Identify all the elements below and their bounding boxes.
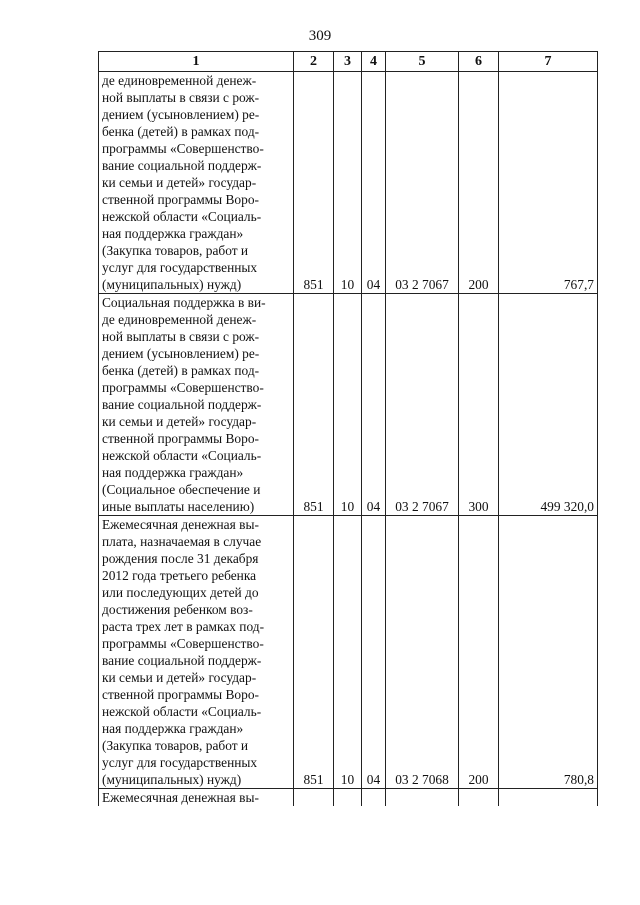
description-line: де единовременной денеж- — [102, 73, 257, 88]
target-article-code: 03 2 7067 — [386, 294, 459, 516]
column-header-2: 2 — [294, 52, 334, 72]
column-header-1: 1 — [99, 52, 294, 72]
description-line: ная поддержка граждан» — [102, 465, 244, 480]
description-line: ки семьи и детей» государ- — [102, 175, 257, 190]
description-line: ная поддержка граждан» — [102, 226, 244, 241]
subsection-code: 04 — [362, 516, 386, 789]
description-line: дением (усыновлением) ре- — [102, 346, 260, 361]
expense-type-code: 200 — [459, 516, 499, 789]
description-line: раста трех лет в рамках под- — [102, 619, 265, 634]
description-line: ственной программы Воро- — [102, 192, 259, 207]
description-line: (Закупка товаров, работ и — [102, 738, 249, 753]
description-line: нежской области «Социаль- — [102, 448, 262, 463]
description-line: вание социальной поддерж- — [102, 158, 262, 173]
description-line: дением (усыновлением) ре- — [102, 107, 260, 122]
column-header-3: 3 — [334, 52, 362, 72]
empty-cell — [362, 789, 386, 807]
amount-value: 767,7 — [499, 72, 598, 294]
section-code: 10 — [334, 72, 362, 294]
section-code: 10 — [334, 516, 362, 789]
description-line: нежской области «Социаль- — [102, 209, 262, 224]
description-line: бенка (детей) в рамках под- — [102, 363, 260, 378]
table-row-continued — [99, 789, 598, 807]
description-line: Ежемесячная денежная вы- — [102, 790, 259, 805]
empty-cell — [499, 789, 598, 807]
description-line: ной выплаты в связи с рож- — [102, 329, 260, 344]
description-line: 2012 года третьего ребенка — [102, 568, 257, 583]
target-article-code: 03 2 7067 — [386, 72, 459, 294]
subsection-code: 04 — [362, 72, 386, 294]
description-line: достижения ребенком воз- — [102, 602, 253, 617]
ministry-code: 851 — [294, 516, 334, 789]
description-line: вание социальной поддерж- — [102, 397, 262, 412]
column-header-4: 4 — [362, 52, 386, 72]
column-header-7: 7 — [499, 52, 598, 72]
description-line: ной выплаты в связи с рож- — [102, 90, 260, 105]
empty-cell — [294, 789, 334, 807]
description-line: ная поддержка граждан» — [102, 721, 244, 736]
target-article-code: 03 2 7068 — [386, 516, 459, 789]
table-row — [99, 294, 598, 516]
ministry-code: 851 — [294, 294, 334, 516]
row-description — [99, 516, 294, 789]
budget-table — [98, 51, 598, 806]
page-number: 309 — [308, 28, 332, 44]
description-line: Социальная поддержка в ви- — [102, 295, 266, 310]
description-line: иные выплаты населению) — [102, 499, 255, 514]
subsection-code: 04 — [362, 294, 386, 516]
description-line: рождения после 31 декабря — [102, 551, 259, 566]
description-line: услуг для государственных — [102, 260, 258, 275]
description-line: услуг для государственных — [102, 755, 258, 770]
column-header-5: 5 — [386, 52, 459, 72]
row-description — [99, 72, 294, 294]
table-row — [99, 516, 598, 789]
table-body — [99, 72, 598, 807]
description-line: плата, назначаемая в случае — [102, 534, 262, 549]
row-description — [99, 294, 294, 516]
description-line: ственной программы Воро- — [102, 431, 259, 446]
empty-cell — [334, 789, 362, 807]
description-line: (Социальное обеспечение и — [102, 482, 261, 497]
description-line: нежской области «Социаль- — [102, 704, 262, 719]
description-line: ки семьи и детей» государ- — [102, 670, 257, 685]
column-header-6: 6 — [459, 52, 499, 72]
empty-cell — [459, 789, 499, 807]
description-line: программы «Совершенство- — [102, 380, 264, 395]
description-line: Ежемесячная денежная вы- — [102, 517, 259, 532]
row-description — [99, 789, 294, 807]
description-line: (муниципальных) нужд) — [102, 772, 242, 787]
description-line: программы «Совершенство- — [102, 141, 264, 156]
table-row — [99, 72, 598, 294]
empty-cell — [386, 789, 459, 807]
description-line: (муниципальных) нужд) — [102, 277, 242, 292]
ministry-code: 851 — [294, 72, 334, 294]
description-line: (Закупка товаров, работ и — [102, 243, 249, 258]
description-line: де единовременной денеж- — [102, 312, 257, 327]
description-line: программы «Совершенство- — [102, 636, 264, 651]
amount-value: 780,8 — [499, 516, 598, 789]
table-header-row — [99, 52, 598, 72]
description-line: бенка (детей) в рамках под- — [102, 124, 260, 139]
description-line: ственной программы Воро- — [102, 687, 259, 702]
amount-value: 499 320,0 — [499, 294, 598, 516]
description-line: или последующих детей до — [102, 585, 259, 600]
description-line: ки семьи и детей» государ- — [102, 414, 257, 429]
description-line: вание социальной поддерж- — [102, 653, 262, 668]
expense-type-code: 300 — [459, 294, 499, 516]
expense-type-code: 200 — [459, 72, 499, 294]
section-code: 10 — [334, 294, 362, 516]
